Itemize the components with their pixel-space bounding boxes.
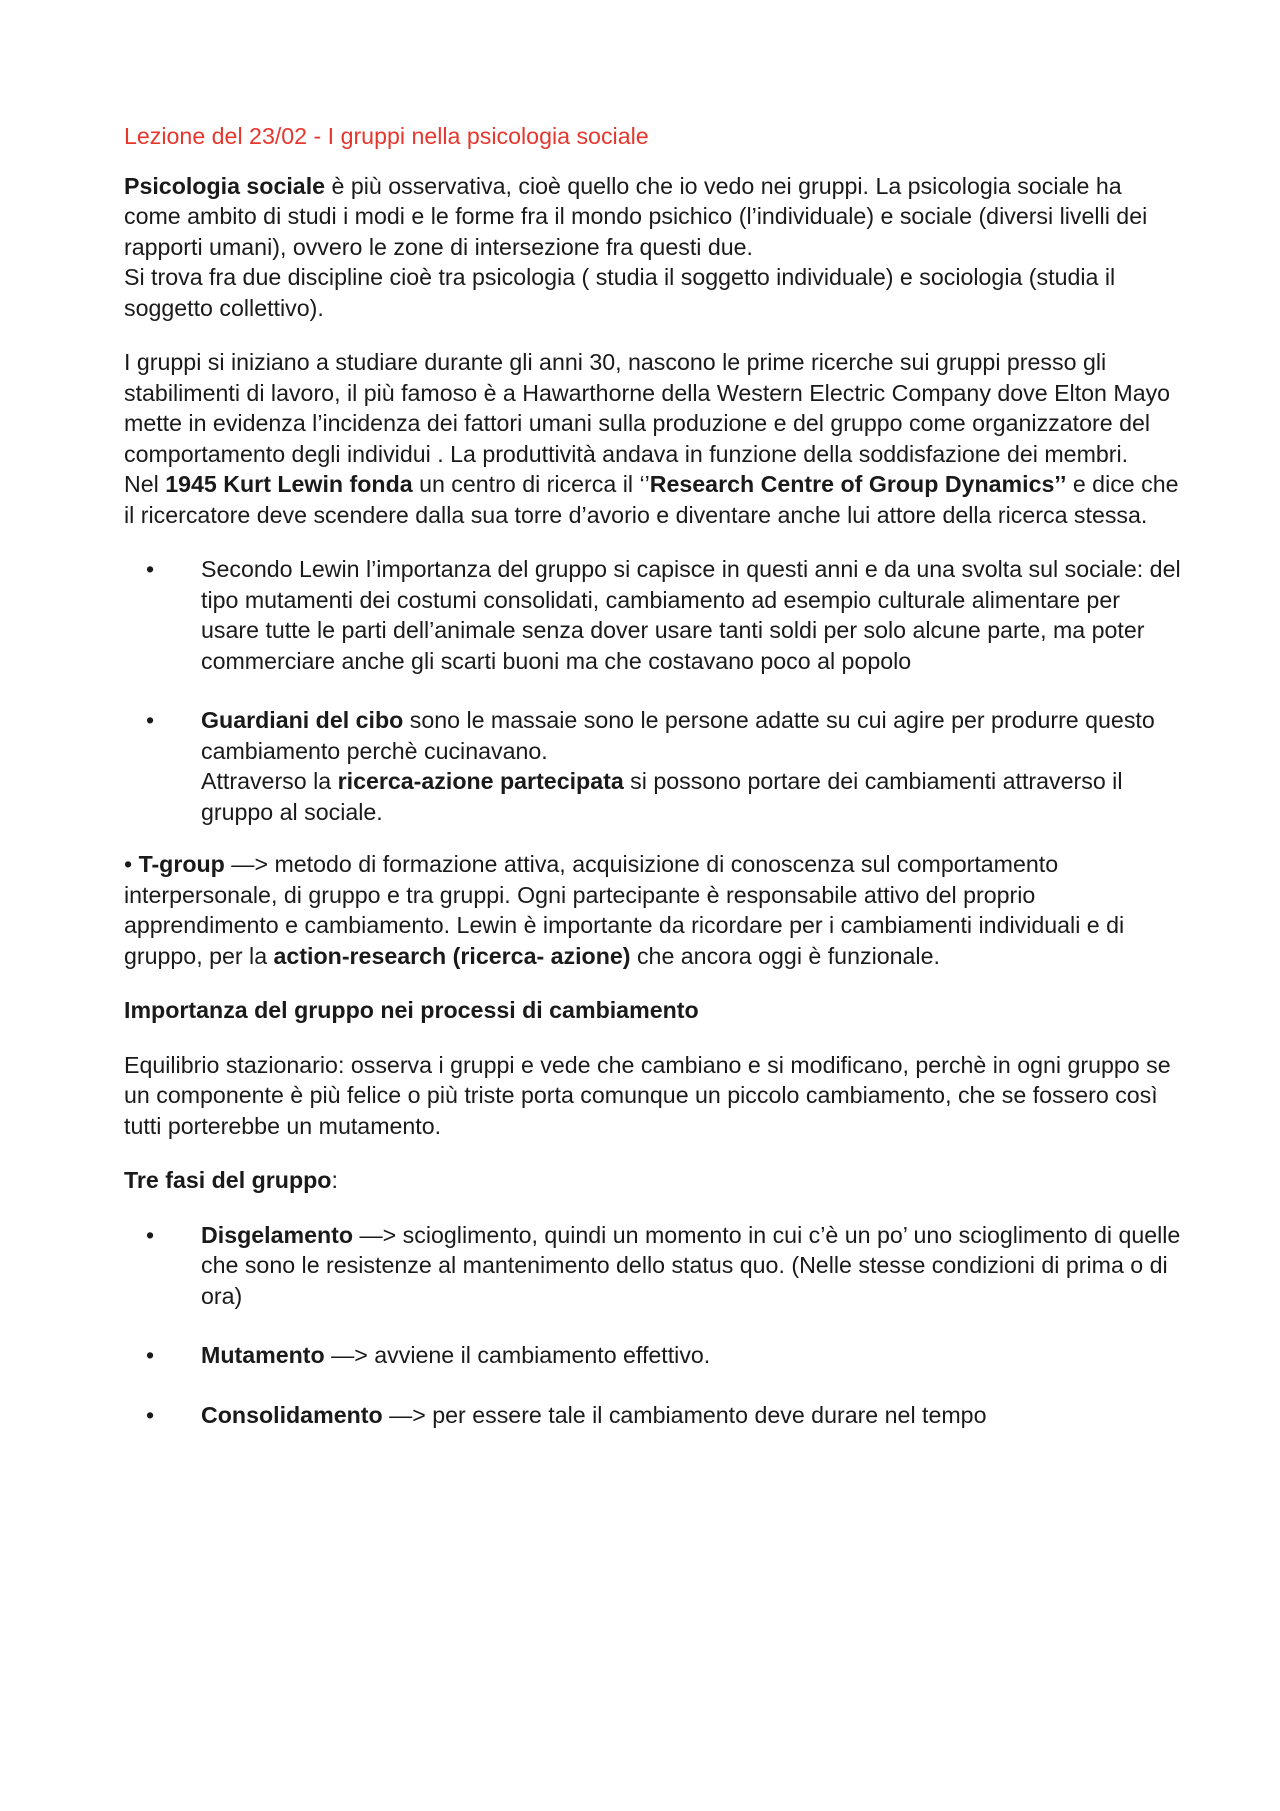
text-segment: —> per essere tale il cambiamento deve durare nel tempo	[382, 1401, 987, 1428]
text-segment: un centro di ricerca il ‘’	[412, 471, 650, 497]
bullet-icon: •	[146, 556, 155, 582]
term-t-group: T-group	[138, 851, 225, 877]
text-segment: sono le massaie sono le persone adatte su cui agire per produrre questo cambiamento perchè cucinavano.	[201, 707, 1155, 764]
paragraph-lewin	[124, 469, 1184, 530]
term-ricerca-azione-partecipata: ricerca-azione partecipata	[337, 768, 624, 794]
text-segment: —> avviene il cambiamento effettivo.	[324, 1342, 711, 1368]
document-page	[124, 121, 1184, 1452]
paragraph-t-group	[124, 849, 1184, 971]
bullet-icon: •	[146, 707, 155, 733]
heading-text: Importanza del gruppo nei processi di cambiamento	[124, 997, 699, 1023]
bullet-icon: •	[124, 851, 139, 877]
list-item-text	[201, 705, 1184, 766]
paragraph-psicologia-sociale	[124, 171, 1184, 263]
list-item-text	[201, 766, 1184, 827]
term-action-research: action-research (ricerca- azione)	[273, 942, 631, 969]
term-disgelamento: Disgelamento	[201, 1221, 354, 1248]
term-research-centre: Research Centre of Group Dynamics’’	[649, 471, 1067, 497]
paragraph-equilibrio: Equilibrio stazionario: osserva i gruppi e vede che cambiano e si modificano, perchè in ogni gruppo se un componente è più felice o più triste porta comunque un piccolo cambiamento, che se fossero così tutti porterebbe un mutamento.	[124, 1051, 1171, 1139]
text-segment: Attraverso la	[201, 768, 338, 794]
text-segment: —> scioglimento, quindi un momento in cui c’è un po’ uno scioglimento di quelle che sono le resistenze al mantenimento dello status quo. (Nelle stesse condizioni di prima o di ora)	[201, 1221, 1181, 1309]
list-item	[124, 705, 1184, 827]
bullet-list-lewin	[124, 554, 1184, 827]
text-segment: :	[331, 1167, 338, 1193]
text-segment: Nel	[124, 471, 166, 497]
term-guardiani-del-cibo: Guardiani del cibo	[201, 707, 404, 733]
term-consolidamento: Consolidamento	[201, 1401, 383, 1428]
paragraph-history: I gruppi si iniziano a studiare durante gli anni 30, nascono le prime ricerche sui gruppi presso gli stabilimenti di lavoro, il più famoso è a Hawarthorne della Western Electric Company dove Elton Mayo mette in evidenza l’incidenza dei fattori umani sulla produzione e del gruppo come organizzatore del comportamento degli individui . La produttività andava in funzione della soddisfazione dei membri.	[124, 349, 1171, 467]
bullet-icon: •	[146, 1401, 155, 1428]
term-psicologia-sociale: Psicologia sociale	[124, 172, 326, 199]
list-item	[124, 1340, 1184, 1371]
list-item-text: Secondo Lewin l’importanza del gruppo si capisce in questi anni e da una svolta sul sociale: del tipo mutamenti dei costumi consolidati, cambiamento ad esempio culturale alimentare per usare tutte le parti dell’animale senza dover usare tanti soldi per solo alcune parte, ma poter commerciare anche gli scarti buoni ma che costavano poco al popolo	[201, 556, 1181, 674]
text-segment: si possono portare dei cambiamenti attraverso il gruppo al sociale.	[201, 768, 1123, 825]
heading-text: Tre fasi del gruppo	[124, 1167, 332, 1193]
term-lewin-1945: 1945 Kurt Lewin fonda	[165, 471, 413, 497]
section-heading	[124, 995, 1184, 1026]
paragraph-discipline: Si trova fra due discipline cioè tra psicologia ( studia il soggetto individuale) e sociologia (studia il soggetto collettivo).	[124, 264, 1116, 321]
text-segment: e dice che il ricercatore deve scendere dalla sua torre d’avorio e diventare anche lui attore della ricerca stessa.	[124, 471, 1179, 528]
bullet-icon: •	[146, 1342, 155, 1368]
paragraph-text: è più osservativa, cioè quello che io vedo nei gruppi. La psicologia sociale ha come ambito di studi i modi e le forme fra il mondo psichico (l’individuale) e sociale (diversi livelli dei rapporti umani), ovvero le zone di intersezione fra questi due.	[124, 172, 1148, 260]
text-segment: che ancora oggi è funzionale.	[630, 942, 940, 969]
bullet-icon: •	[146, 1221, 155, 1248]
list-item	[124, 1400, 1184, 1431]
term-mutamento: Mutamento	[201, 1342, 325, 1368]
section-heading-fasi	[124, 1165, 1184, 1196]
list-item	[124, 554, 1184, 676]
list-item	[124, 1220, 1184, 1312]
lesson-title: Lezione del 23/02 - I gruppi nella psicologia sociale	[124, 123, 649, 149]
text-segment: —> metodo di formazione attiva, acquisizione di conoscenza sul comportamento interpersonale, di gruppo e tra gruppi. Ogni partecipante è responsabile attivo del proprio apprendimento e cambiamento. Lewin è importante da ricordare per i cambiamenti individuali e di gruppo, per la	[124, 851, 1125, 969]
bullet-list-fasi	[124, 1220, 1184, 1431]
